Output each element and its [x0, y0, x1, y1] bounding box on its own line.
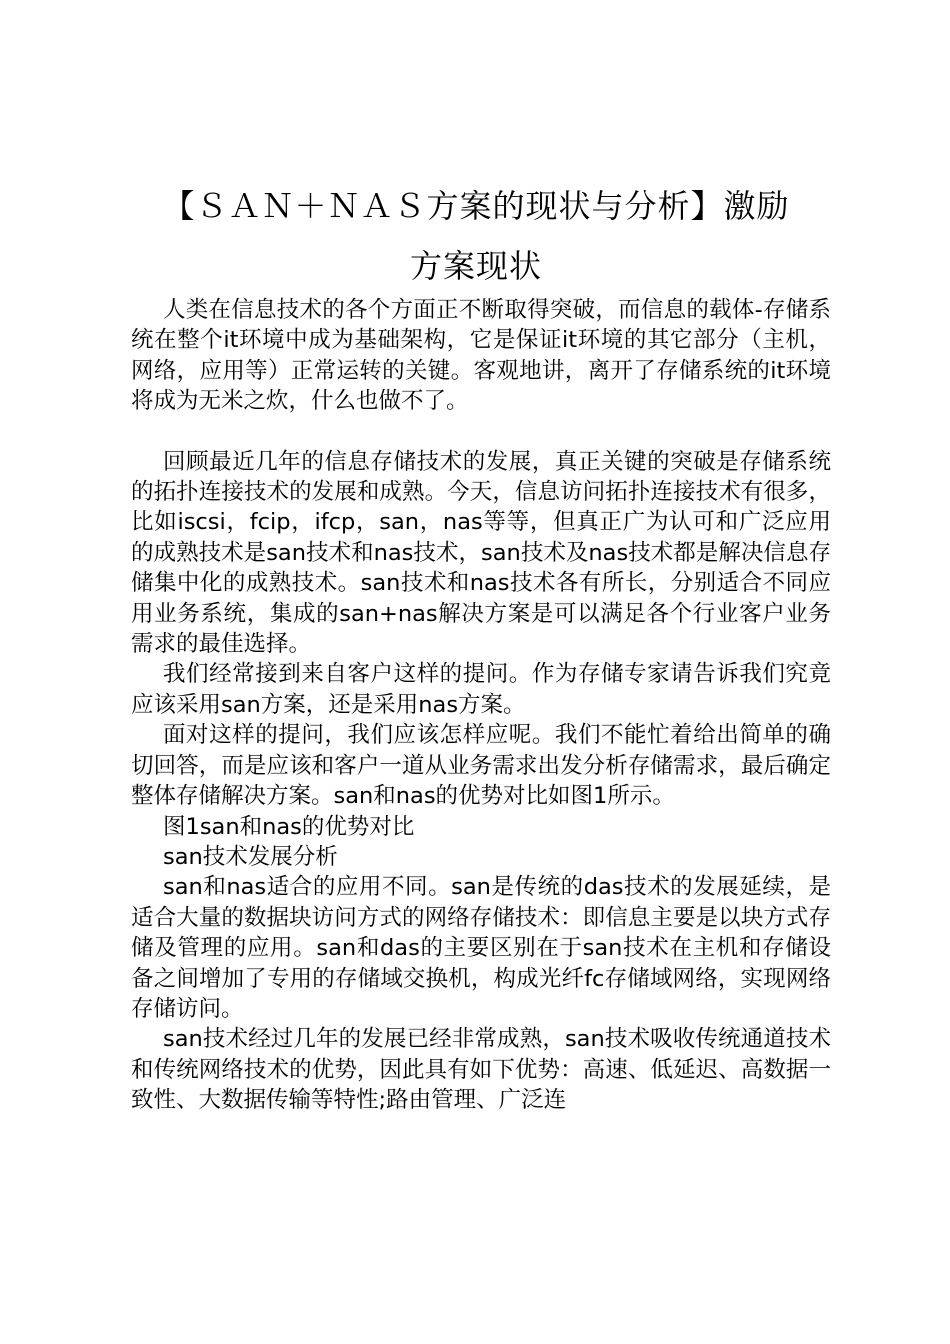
paragraph-san-advantages: san技术经过几年的发展已经非常成熟，san技术吸收传统通道技术和传统网络技术的优势，因此具有如下优势：高速、低延迟、高数据一致性、大数据传输等特性;路由管理、广泛连 — [131, 1026, 831, 1114]
paragraph-review: 回顾最近几年的信息存储技术的发展，真正关键的突破是存储系统的拓扑连接技术的发展和成熟。今天，信息访问拓扑连接技术有很多，比如iscsi，fcip，ifcp，san，nas等等，但真正广为认可和广泛应用的成熟技术是san技术和nas技术，san技术及nas技术都是解决信息存储集中化的成熟技术。san技术和nas技术各有所长，分别适合不同应用业务系统，集成的san+nas解决方案是可以满足各个行业客户业务需求的最佳选择。 — [131, 448, 831, 658]
document-body — [131, 295, 831, 1116]
paragraph-san-nas: san和nas适合的应用不同。san是传统的das技术的发展延续，是适合大量的数据块访问方式的网络存储技术：即信息主要是以块方式存储及管理的应用。san和das的主要区别在于san技术在主机和存储设备之间增加了专用的存储域交换机，构成光纤fc存储域网络，实现网络存储访问。 — [131, 874, 831, 1022]
figure-caption: 图1san和nas的优势对比 — [163, 813, 415, 840]
paragraph-intro: 人类在信息技术的各个方面正不断取得突破，而信息的载体-存储系统在整个it环境中成为基础架构，它是保证it环境的其它部分（主机，网络，应用等）正常运转的关键。客观地讲，离开了存储系统的it环境将成为无米之炊，什么也做不了。 — [131, 297, 831, 415]
document-title-line-2: 方案现状 — [409, 247, 542, 285]
section-heading: san技术发展分析 — [163, 843, 338, 870]
paragraph-answer: 面对这样的提问，我们应该怎样应呢。我们不能忙着给出简单的确切回答，而是应该和客户一道从业务需求出发分析存储需求，最后确定整体存储解决方案。san和nas的优势对比如图1所示。 — [131, 722, 831, 810]
document-title-line-1: 【ＳＡＮ＋ＮＡＳ方案的现状与分析】激励 — [162, 187, 790, 225]
paragraph-question: 我们经常接到来自客户这样的提问。作为存储专家请告诉我们究竟应该采用san方案，还是采用nas方案。 — [131, 661, 831, 718]
